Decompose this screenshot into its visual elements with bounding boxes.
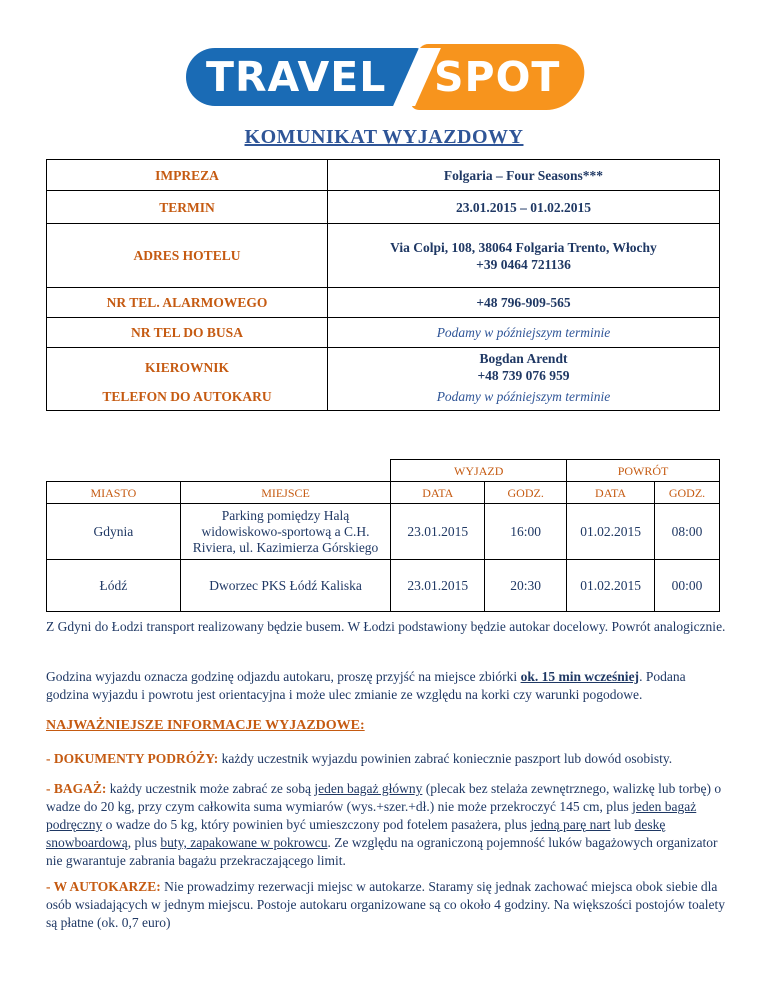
departure-text-emphasis: ok. 15 min wcześniej	[520, 669, 640, 684]
baggage-text: każdy uczestnik może zabrać ze sobą	[106, 781, 315, 796]
kierownik-label: KIEROWNIK	[47, 348, 328, 387]
departure-time-paragraph	[46, 668, 726, 704]
table-row	[47, 504, 720, 560]
logo-text-travel: TRAVEL	[206, 53, 387, 101]
row-miejsce: Parking pomiędzy Halą widowiskowo-sportową a C.H. Riviera, ul. Kazimierza Górskiego	[180, 504, 391, 560]
baggage-text: lub	[610, 817, 635, 832]
baggage-label: - BAGAŻ:	[46, 781, 107, 796]
kierownik-phone: +48 739 076 959	[477, 368, 570, 383]
departure-text-a: Godzina wyjazdu oznacza godzinę odjazdu autokaru, proszę przyjść na miejsce zbiórki	[46, 669, 521, 684]
row-miasto: Łódź	[47, 560, 181, 612]
group-wyjazd: WYJAZD	[391, 460, 567, 482]
bus-info-label: - W AUTOKARZE:	[46, 879, 161, 894]
impreza-value: Folgaria – Four Seasons***	[328, 160, 720, 191]
row-miejsce: Dworzec PKS Łódź Kaliska	[180, 560, 391, 612]
key-info-heading: NAJWAŻNIEJSZE INFORMACJE WYJAZDOWE:	[46, 718, 365, 733]
kierownik-name: Bogdan Arendt	[479, 351, 568, 366]
autokar-label: TELEFON DO AUTOKARU	[47, 386, 328, 410]
baggage-boots: buty, zapakowane w pokrowcu	[160, 835, 328, 850]
row-powrot-data: 01.02.2015	[567, 504, 655, 560]
page-title: KOMUNIKAT WYJAZDOWY	[244, 126, 524, 148]
group-powrot: POWRÓT	[567, 460, 720, 482]
documents-text: każdy uczestnik wyjazdu powinien zabrać koniecznie paszport lub dowód osobisty.	[218, 751, 673, 766]
row-miasto: Gdynia	[47, 504, 181, 560]
header-miasto: MIASTO	[47, 482, 181, 504]
alarm-value: +48 796-909-565	[328, 288, 720, 318]
baggage-text: . Ze względu na ograniczoną pojemność luków bagażowych organizator nie gwarantuje zabrania bagażu przekraczającego limit.	[46, 835, 718, 868]
baggage-snowboard: deskę snowboardową	[46, 817, 666, 850]
header-miejsce: MIEJSCE	[180, 482, 391, 504]
row-powrot-godz: 00:00	[655, 560, 720, 612]
documents-label: - DOKUMENTY PODRÓŻY:	[46, 751, 219, 766]
info-row-impreza	[47, 160, 720, 191]
bus-value: Podamy w późniejszym terminie	[328, 318, 720, 348]
info-row-autokar	[47, 386, 720, 410]
schedule-group-row	[47, 460, 720, 482]
alarm-label: NR TEL. ALARMOWEGO	[47, 288, 328, 318]
header-powrot-data: DATA	[567, 482, 655, 504]
kierownik-value	[328, 348, 720, 387]
trip-info-table	[46, 159, 720, 411]
transport-paragraph: Z Gdyni do Łodzi transport realizowany będzie busem. W Łodzi podstawiony będzie autokar docelowy. Powrót analogicznie.	[46, 619, 726, 634]
autokar-value: Podamy w późniejszym terminie	[328, 386, 720, 410]
bus-label: NR TEL DO BUSA	[47, 318, 328, 348]
documents-paragraph	[46, 750, 726, 768]
info-row-termin	[47, 191, 720, 224]
info-row-adres	[47, 224, 720, 288]
baggage-text: o wadze do 5 kg, który powinien być umieszczony pod fotelem pasażera, plus	[102, 817, 531, 832]
baggage-text: (plecak bez stelaża zewnętrznego, walizkę lub torbę) o wadze do 20 kg, przy czym całkowita suma wymiarów (wys.+szer.+dł.) nie może przekroczyć 145 cm, plus	[46, 781, 722, 814]
baggage-paragraph	[46, 780, 726, 870]
baggage-skis: jedną parę nart	[530, 817, 611, 832]
adres-line2: +39 0464 721136	[476, 256, 571, 272]
schedule-table	[46, 459, 720, 612]
row-wyjazd-data: 23.01.2015	[391, 504, 485, 560]
row-wyjazd-data: 23.01.2015	[391, 560, 485, 612]
bus-info-text: Nie prowadzimy rezerwacji miejsc w autokarze. Staramy się jednak zachować miejsca obok siebie dla osób wsiadających w jednym miejscu. Postoje autokaru organizowane są co około 4 godziny. Na większości postojów toalety są płatne (ok. 0,7 euro)	[46, 879, 725, 930]
adres-line1: Via Colpi, 108, 38064 Folgaria Trento, Włochy	[390, 239, 657, 255]
bus-info-paragraph	[46, 878, 726, 932]
termin-label: TERMIN	[47, 191, 328, 224]
baggage-main: jeden bagaż główny	[314, 781, 423, 796]
header-wyjazd-godz: GODZ.	[485, 482, 567, 504]
row-wyjazd-godz: 16:00	[485, 504, 567, 560]
header-powrot-godz: GODZ.	[655, 482, 720, 504]
row-powrot-godz: 08:00	[655, 504, 720, 560]
baggage-text: , plus	[127, 835, 161, 850]
impreza-label: IMPREZA	[47, 160, 328, 191]
row-powrot-data: 01.02.2015	[567, 560, 655, 612]
info-row-kierownik	[47, 348, 720, 387]
adres-value	[328, 224, 720, 288]
header-wyjazd-data: DATA	[391, 482, 485, 504]
table-row	[47, 560, 720, 612]
termin-value: 23.01.2015 – 01.02.2015	[328, 191, 720, 224]
travel-spot-logo	[186, 44, 584, 110]
row-wyjazd-godz: 20:30	[485, 560, 567, 612]
info-row-bus	[47, 318, 720, 348]
adres-label: ADRES HOTELU	[47, 224, 328, 288]
baggage-hand: jeden bagaż podręczny	[46, 799, 697, 832]
logo-text-spot: SPOT	[434, 53, 561, 101]
info-row-alarm	[47, 288, 720, 318]
schedule-header-row	[47, 482, 720, 504]
departure-text-c: . Podana godzina wyjazdu i powrotu jest orientacyjna i może ulec zmianie ze względu na korki czy warunki pogodowe.	[46, 669, 686, 702]
